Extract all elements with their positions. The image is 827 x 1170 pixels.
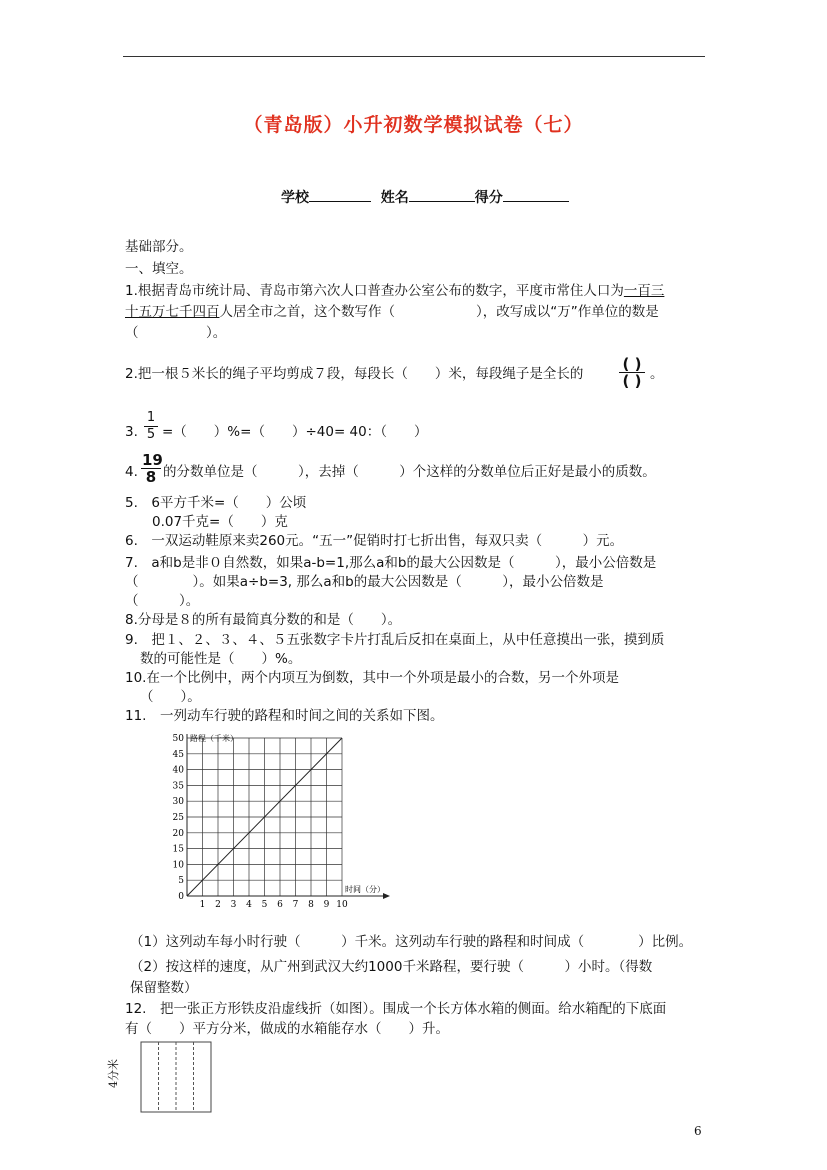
y-tick-label: 0: [178, 892, 184, 902]
square-sheet-figure: [118, 1040, 218, 1114]
q5-line1: 5. 6平方千米=（ ）公顷: [125, 495, 307, 511]
y-tick-label: 35: [172, 781, 184, 792]
x-tick-label: 9: [323, 900, 330, 910]
y-tick-label: 30: [172, 797, 184, 808]
q6-line: 6. 一双运动鞋原来卖260元。“五一”促销时打七折出售，每双只卖（ ）元。: [125, 533, 624, 549]
q12-line1: 12. 把一张正方形铁皮沿虚线折（如图）。围成一个长方体水箱的侧面。给水箱配的下底面: [125, 1001, 667, 1017]
q10-line2: （ ）。: [140, 689, 201, 705]
q4-fraction: $\frac{19}{8}$: [142, 451, 163, 486]
x-tick-label: 4: [246, 900, 252, 910]
q9-line1: 9. 把１、２、３、４、５五张数字卡片打乱后反扣在桌面上，从中任意摸出一张，摸到质: [125, 632, 665, 648]
score-blank[interactable]: [503, 187, 569, 202]
q3-line: =（ ）%=（ ）÷40= 40：（ ）: [162, 424, 428, 440]
page-title: （青岛版）小升初数学模拟试卷（七）: [243, 114, 584, 136]
x-tick-label: 7: [292, 900, 299, 910]
x-tick-label: 3: [230, 900, 237, 910]
x-tick-label: 10: [336, 900, 348, 910]
y-tick-label: 20: [172, 828, 184, 839]
y-axis-label: 路程（千米）: [190, 734, 238, 743]
page-number: 6: [694, 1124, 702, 1138]
x-tick-label: 6: [277, 900, 283, 910]
y-tick-label: 50: [172, 734, 184, 744]
part-heading: 一、填空。: [125, 261, 193, 277]
q4-number: 4.: [125, 464, 138, 480]
q7-line3: （ ）。: [125, 593, 200, 609]
q2-fraction: ( ) ( ): [619, 356, 645, 389]
x-tick-label: 2: [215, 900, 221, 910]
x-tick-label: 8: [308, 900, 314, 910]
q11-sub2-line1: （2）按这样的速度，从广州到武汉大约1000千米路程，要行驶（ ）小时。（得数: [130, 959, 653, 975]
school-label: 学校: [281, 190, 309, 206]
y-tick-label: 5: [178, 876, 184, 887]
school-blank[interactable]: [309, 187, 371, 202]
q1-line1: 1.根据青岛市统计局、青岛市第六次人口普查办公室公布的数字，平度市常住人口为一百三: [125, 283, 665, 299]
q7-line1: 7. a和b是非０自然数，如果a-b=1,那么a和b的最大公因数是（ ），最小公倍数是: [125, 555, 657, 571]
q10-line1: 10.在一个比例中，两个内项互为倒数，其中一个外项是最小的合数，另一个外项是: [125, 670, 619, 686]
distance-time-chart: [165, 726, 395, 911]
score-label: 得分: [474, 190, 503, 206]
q4-line: 的分数单位是（ ），去掉（ ）个这样的分数单位后正好是最小的质数。: [163, 464, 656, 480]
q1-underlined-1: 一百三: [623, 283, 665, 299]
q7-line2: （ ）。如果a÷b=3, 那么a和b的最大公因数是（ ），最小公倍数是: [125, 574, 604, 590]
student-info-line: [281, 187, 569, 207]
name-blank[interactable]: [409, 187, 475, 202]
q3-number: 3.: [125, 424, 138, 440]
header-rule: [123, 56, 705, 57]
q5-line2: 0.07千克=（ ）克: [152, 514, 288, 530]
q1-underlined-2: 十五万七千四百: [125, 304, 220, 320]
side-length-label: 4分米: [107, 1059, 120, 1088]
name-label: 姓名: [380, 190, 409, 206]
y-tick-label: 10: [172, 860, 184, 871]
x-tick-label: 1: [199, 900, 206, 910]
q3-fraction: $\frac{1}{5}$: [144, 410, 158, 443]
q1-line3: （ ）。: [125, 325, 227, 341]
q12-line2: 有（ ）平方分米，做成的水箱能存水（ ）升。: [125, 1021, 449, 1037]
q11-sub1: （1）这列动车每小时行驶（ ）千米。这列动车行驶的路程和时间成（ ）比例。: [130, 934, 693, 950]
x-axis-label: 时间（分）: [345, 885, 385, 894]
y-tick-label: 40: [172, 765, 184, 776]
y-tick-label: 15: [172, 844, 184, 855]
section-heading: 基础部分。: [125, 239, 193, 255]
x-tick-label: 5: [261, 900, 268, 910]
q2-period: 。: [650, 366, 664, 382]
y-tick-label: 25: [172, 813, 184, 823]
q8-line: 8.分母是８的所有最简真分数的和是（ ）。: [125, 612, 402, 628]
q9-line2: 数的可能性是（ ）%。: [140, 651, 302, 667]
q11-line: 11. 一列动车行驶的路程和时间之间的关系如下图。: [125, 708, 444, 724]
y-tick-label: 45: [172, 749, 184, 760]
q2-line: 2.把一根５米长的绳子平均剪成７段，每段长（ ）米，每段绳子是全长的: [125, 366, 584, 382]
q1-line2: 十五万七千四百人居全市之首，这个数写作（ ），改写成以“万”作单位的数是: [125, 304, 659, 320]
q11-sub2-line2: 保留整数）: [130, 980, 198, 996]
